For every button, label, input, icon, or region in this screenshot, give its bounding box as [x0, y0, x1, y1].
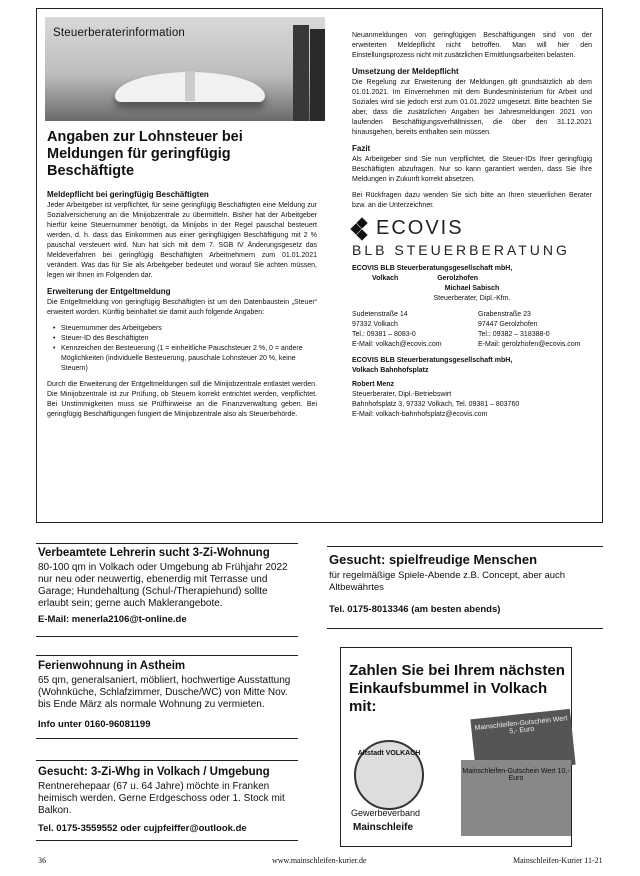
ad-contact[interactable]: Tel. 0175-3559552 oder cujpfeiffer@outlook.de — [38, 823, 247, 834]
ad-body: 80-100 qm in Volkach oder Umgebung ab Frühjahr 2022 nur neu oder neuwertig, ebenerdig mit Terrasse und Garage; Hundehaltung (Schul-/Therapiehund) sollte erlaubt sein; gerne auch Maklerangebote. — [38, 562, 288, 609]
list-item: • Steuer-ID des Beschäftigten — [55, 334, 317, 344]
book-photo — [45, 17, 325, 121]
email-link[interactable]: E-Mail: gerolzhofen@ecovis.com — [478, 341, 581, 348]
ad-body: für regelmäßige Spiele-Abende z.B. Concept, aber auch Altbewährtes — [329, 570, 566, 593]
section-heading: Erweiterung der Entgeltmeldung — [47, 287, 171, 296]
voucher-5-euro: Mainschleifen-Gutschein Wert 5,- Euro — [470, 709, 575, 775]
advisor-name: Robert Menz — [352, 381, 394, 388]
article-heading: Angaben zur Lohnsteuer bei Meldungen für geringfügig Beschäftigte — [47, 129, 243, 179]
ad-contact[interactable]: Info unter 0160-96081199 — [38, 719, 151, 730]
ad-title: Gesucht: spielfreudige Menschen — [329, 552, 538, 567]
promo-caption: Gewerbeverband — [351, 808, 421, 818]
paragraph: Als Arbeitgeber sind Sie nun verpflichtet, die Steuer-IDs Ihrer geringfügig Beschäftigten abzufragen. Nur so kann garantiert werden, dass Sie Ihre Meldungen in Zukunft korrekt absetzen. — [352, 156, 592, 183]
address-volkach: Sudetenstraße 14 97332 Volkach Tel.: 09381 – 8083-0 E-Mail: volkach@ecovis.com — [352, 310, 464, 350]
firm-name: ECOVIS BLB Steuerberatungsgesellschaft mbH, — [352, 357, 513, 364]
ledger-icon — [310, 29, 325, 121]
divider — [36, 738, 298, 739]
address-columns — [352, 310, 592, 350]
paragraph: Die Entgeltmeldung von geringfügig Beschäftigten ist um den Datenbaustein „Steuer“ erweitert worden. Künftig beinhaltet sie damit auch folgende Angaben: — [47, 299, 317, 316]
left-column — [47, 129, 317, 426]
photo-title: Steuerberaterinformation — [53, 27, 186, 39]
ad-title: Gesucht: 3-Zi-Whg in Volkach / Umgebung — [38, 766, 270, 778]
ledger-icon — [293, 25, 309, 121]
paragraph: Jeder Arbeitgeber ist verpflichtet, für seine geringfügig Beschäftigten eine Meldung zur Sozialversicherung an die Minijobzentrale zu übermitteln. Bisher hat der Arbeitgeber hierfür keine Steuernummer benötigt, da Minijobs in der Regel pauschal besteuert werden, d. h. dass das Einkommen aus einer geringfügigen Beschäftigung mit 2 % pauschal versteuert wird. Nun hat sich mit dem 7. SGB IV Änderungsgesetz das Meldeverfahren bei geringfügig Beschäftigten Arbeitnehmern zum 01.01.2021 verändert. Was das für Sie als Arbeitgeber bedeutet und worauf Sie achten müssen, legen wir Ihnen im Folgenden dar. — [47, 202, 317, 279]
info-list — [55, 324, 317, 374]
logo-wordmark: ECOVIS — [376, 217, 464, 239]
ad-title: Verbeamtete Lehrerin sucht 3-Zi-Wohnung — [38, 547, 270, 559]
address-gerolzhofen: Grabenstraße 23 97447 Gerolzhofen Tel.: 09382 – 318388-0 E-Mail: gerolzhofen@ecovis.com — [478, 310, 590, 350]
ad-title: Ferienwohnung in Astheim — [38, 660, 186, 672]
ecovis-logo — [352, 217, 592, 240]
advisor-name: Michael Sabisch — [444, 285, 500, 292]
list-item: • Steuernummer des Arbeitgebers — [55, 324, 317, 334]
paragraph: Neuanmeldungen von geringfügigen Beschäftigungen sind von der erweiterten Meldepflicht nicht betroffen. Man will hier den Einstellungsprozess nicht mit zusätzlichen Ermittlungsarbeiten belasten. — [352, 32, 592, 59]
tax-advisor-box — [36, 8, 603, 523]
ad-game-players — [329, 552, 605, 615]
divider — [327, 628, 603, 629]
section-heading: Meldepflicht bei geringfügig Beschäftigten — [47, 190, 209, 199]
ecovis-logo-icon — [352, 219, 372, 239]
paragraph: Bei Rückfragen dazu wenden Sie sich bitte an Ihren steuerlichen Berater bzw. an die Unterzeichner. — [352, 192, 592, 209]
right-column — [352, 31, 592, 420]
ad-contact[interactable]: E-Mail: menerla2106@t-online.de — [38, 614, 187, 625]
divider — [36, 655, 298, 656]
section-heading: Fazit — [352, 144, 371, 153]
list-item: • Kennzeichen der Besteuerung (1 = einheitliche Pauschsteuer 2 %, 0 = andere Möglichkeiten (individuelle Besteuerung, pauschale Lohnsteuer 20 %, keine Steuern) — [55, 344, 317, 374]
ad-teacher-apartment — [38, 547, 300, 625]
section-heading: Umsetzung der Meldepflicht — [352, 67, 459, 76]
voucher-10-euro: Mainschleifen-Gutschein Wert 10,- Euro — [461, 760, 571, 836]
firm-locations: Volkach Gerolzhofen — [372, 275, 479, 282]
firm-name: ECOVIS BLB Steuerberatungsgesellschaft mbH, — [352, 265, 513, 272]
ad-pensioner-apartment — [38, 766, 300, 834]
address-bahnhofsplatz: Bahnhofsplatz 3, 97332 Volkach, Tel. 09381 – 803760 — [352, 401, 520, 408]
divider — [36, 760, 298, 761]
divider — [36, 543, 298, 544]
paragraph: Durch die Erweiterung der Entgeltmeldungen soll die Minijobzentrale entlastet werden. Die Minijobzentrale ist zur Prüfung, ob Steuern korrekt entrichtet werden, verpflichtet. Bei Unstimmigkeiten muss sie Prüfhinweise an die Finanzverwaltung geben. Bei geringfügig Beschäftigungen fungiert die Minijobzentrale also als Steuerbehörde. — [47, 381, 317, 418]
advisor-title: Steuerberater, Dipl.-Betriebswirt — [352, 391, 452, 398]
divider — [327, 546, 603, 547]
ad-holiday-flat — [38, 660, 300, 730]
ad-body: 65 qm, generalsaniert, möbliert, hochwertige Ausstattung (Wohnküche, Schlafzimmer, Dusche/WC) von Mitte Nov. bis Ende März als normale Wohnung zu vermieten. — [38, 675, 291, 710]
promo-caption-logo: Mainschleife — [353, 822, 414, 833]
email-link[interactable]: E-Mail: volkach-bahnhofsplatz@ecovis.com — [352, 411, 488, 418]
issue-label: Mainschleifen-Kurier 11-21 — [513, 856, 603, 865]
advisor-title: Steuerberater, Dipl.-Kfm. — [433, 295, 511, 302]
voucher-promo — [340, 647, 572, 847]
website-link[interactable]: www.mainschleifen-kurier.de — [272, 856, 367, 865]
promo-headline: Zahlen Sie bei Ihrem nächsten Einkaufsbummel in Volkach mit: — [349, 662, 565, 715]
email-link[interactable]: E-Mail: volkach@ecovis.com — [352, 341, 442, 348]
logo-subtitle: BLB STEUERBERATUNG — [352, 242, 570, 258]
firm-location: Volkach Bahnhofsplatz — [352, 367, 429, 374]
ad-body: Rentnerehepaar (67 u. 64 Jahre) möchte in Franken heimisch werden. Gerne Erdgeschoss oder 1. Stock mit Balkon. — [38, 781, 285, 816]
divider — [36, 840, 298, 841]
altstadt-badge-icon: Altstadt VOLKACH — [354, 740, 424, 810]
paragraph: Die Regelung zur Erweiterung der Meldungen gilt grundsätzlich ab dem 01.01.2021. Im Einvernehmen mit dem Bundesministerium für Arbeit und Soziales wird sie jedoch erst zum 01.01.2022 umgesetzt. Bitte beachten Sie aber, dass die zusätzlichen Angaben bei Jahresmeldungen 2021 von laufenden Beschäftigungsverhältnissen, die über den 31.12.2021 hinausgehen, bereits enthalten sein müssen. — [352, 79, 592, 136]
ad-contact[interactable]: Tel. 0175-8013346 (am besten abends) — [329, 604, 501, 615]
page-number: 36 — [38, 856, 46, 865]
divider — [36, 636, 298, 637]
